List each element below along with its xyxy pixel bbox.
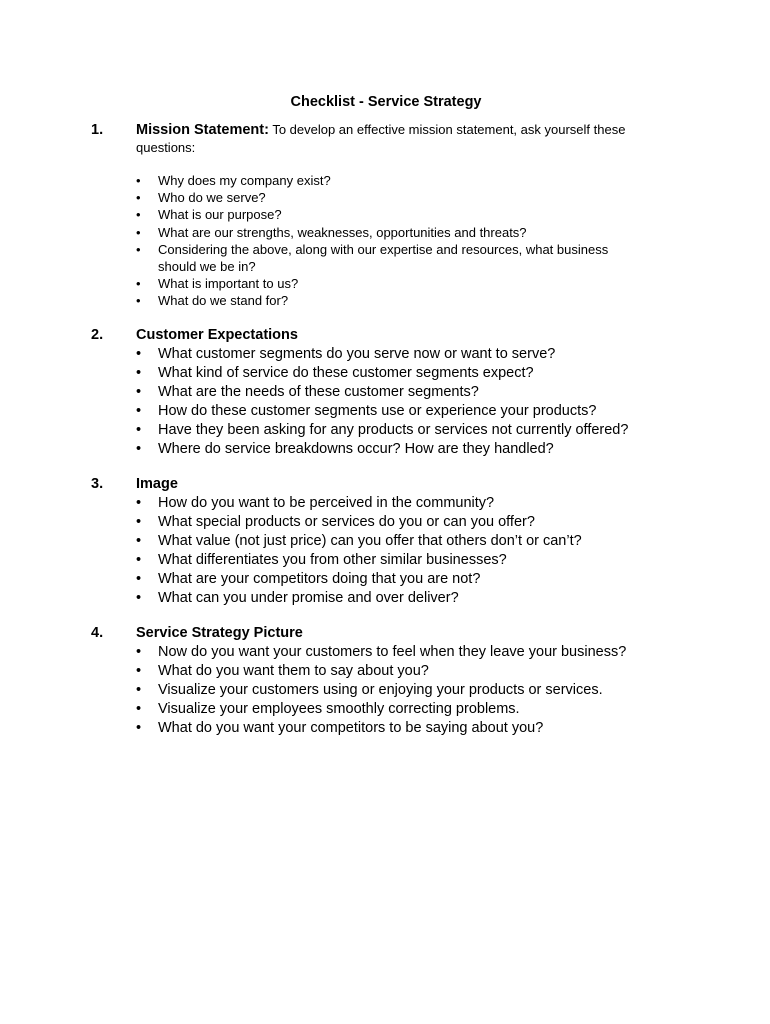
bullet: •: [136, 681, 142, 698]
bullet: •: [136, 346, 142, 362]
list-item-text: What can you under promise and over deliver?: [158, 589, 459, 606]
section-3-list: [136, 494, 696, 607]
section-4-list: [136, 643, 696, 738]
section-1-intro: [136, 121, 676, 156]
list-item-text: Visualize your employees smoothly correcting problems.: [158, 700, 520, 717]
list-item-text: Now do you want your customers to feel when they leave your business?: [158, 644, 627, 660]
list-item-text: What differentiates you from other similar businesses?: [158, 551, 507, 568]
page-title: Checklist - Service Strategy: [290, 94, 482, 110]
bullet: •: [136, 700, 142, 717]
bullet: •: [136, 293, 141, 309]
section-1-number: 1.: [91, 122, 104, 138]
bullet: •: [136, 662, 142, 679]
list-item: [136, 383, 696, 402]
list-item-text: What special products or services do you or can you offer?: [158, 513, 535, 530]
section-1-list: [136, 172, 696, 310]
bullet: •: [136, 364, 142, 381]
list-item: [136, 532, 696, 551]
list-item-text: What are your competitors doing that you are not?: [158, 570, 481, 587]
list-item: [136, 440, 696, 459]
list-item-text: What customer segments do you serve now or want to serve?: [158, 346, 556, 362]
list-item-text: Have they been asking for any products or services not currently offered?: [158, 421, 629, 438]
list-item: [136, 224, 696, 241]
list-item: [136, 681, 696, 700]
list-item: [136, 206, 696, 223]
bullet: •: [136, 589, 142, 606]
section-3-heading: Image: [136, 476, 178, 492]
list-item-text: How do you want to be perceived in the community?: [158, 495, 495, 511]
list-item: [136, 189, 696, 206]
list-item: [136, 275, 696, 292]
section-2-list: [136, 345, 696, 458]
list-item-text: Where do service breakdowns occur? How are they handled?: [158, 440, 554, 457]
bullet: •: [136, 532, 142, 549]
list-item: [136, 421, 696, 440]
bullet: •: [136, 495, 142, 511]
list-item: [136, 662, 696, 681]
section-2-number: 2.: [91, 327, 104, 343]
bullet: •: [136, 207, 141, 223]
bullet: •: [136, 241, 141, 257]
list-item: [136, 570, 696, 589]
bullet: •: [136, 383, 142, 400]
list-item-text: Why does my company exist?: [158, 173, 331, 188]
list-item: [136, 292, 696, 309]
list-item: [136, 364, 696, 383]
list-item-text: What do you want your competitors to be saying about you?: [158, 719, 544, 736]
bullet: •: [136, 276, 141, 292]
list-item-text: What are our strengths, weaknesses, opportunities and threats?: [158, 224, 527, 240]
list-item-text: Who do we serve?: [158, 190, 266, 206]
list-item: [136, 589, 696, 608]
list-item-text: What is important to us?: [158, 276, 299, 292]
list-item: [136, 643, 696, 662]
bullet: •: [136, 440, 142, 457]
section-3-number: 3.: [91, 476, 104, 492]
section-4-number: 4.: [91, 625, 104, 641]
list-item-text: What do we stand for?: [158, 293, 289, 309]
section-2-heading: Customer Expectations: [136, 327, 298, 343]
bullet: •: [136, 644, 142, 660]
list-item-text: What value (not just price) can you offer that others don’t or can’t?: [158, 532, 582, 549]
list-item: [136, 513, 696, 532]
list-item-text: What is our purpose?: [158, 207, 282, 223]
bullet: •: [136, 719, 142, 736]
list-item-text: Considering the above, along with our expertise and resources, what business should we be in?: [158, 241, 609, 275]
list-item: [136, 700, 696, 719]
section-4-heading: Service Strategy Picture: [136, 625, 303, 641]
bullet: •: [136, 224, 141, 240]
bullet: •: [136, 190, 141, 206]
section-1-heading: Mission Statement:: [136, 122, 269, 138]
list-item: [136, 551, 696, 570]
bullet: •: [136, 551, 142, 568]
section-1-intro-text: To develop an effective mission statement, ask yourself these questions:: [136, 122, 626, 155]
list-item: [136, 719, 696, 738]
list-item-text: What kind of service do these customer segments expect?: [158, 364, 534, 381]
list-item: [136, 494, 696, 513]
list-item-text: What do you want them to say about you?: [158, 662, 429, 679]
bullet: •: [136, 173, 141, 188]
list-item: [136, 345, 696, 364]
bullet: •: [136, 421, 142, 438]
list-item-text: Visualize your customers using or enjoying your products or services.: [158, 681, 603, 698]
list-item: [136, 172, 696, 189]
bullet: •: [136, 570, 142, 587]
list-item-text: What are the needs of these customer segments?: [158, 383, 479, 400]
list-item-text: How do these customer segments use or experience your products?: [158, 402, 597, 419]
list-item: [136, 241, 638, 275]
bullet: •: [136, 513, 142, 530]
list-item: [136, 402, 696, 421]
bullet: •: [136, 402, 142, 419]
